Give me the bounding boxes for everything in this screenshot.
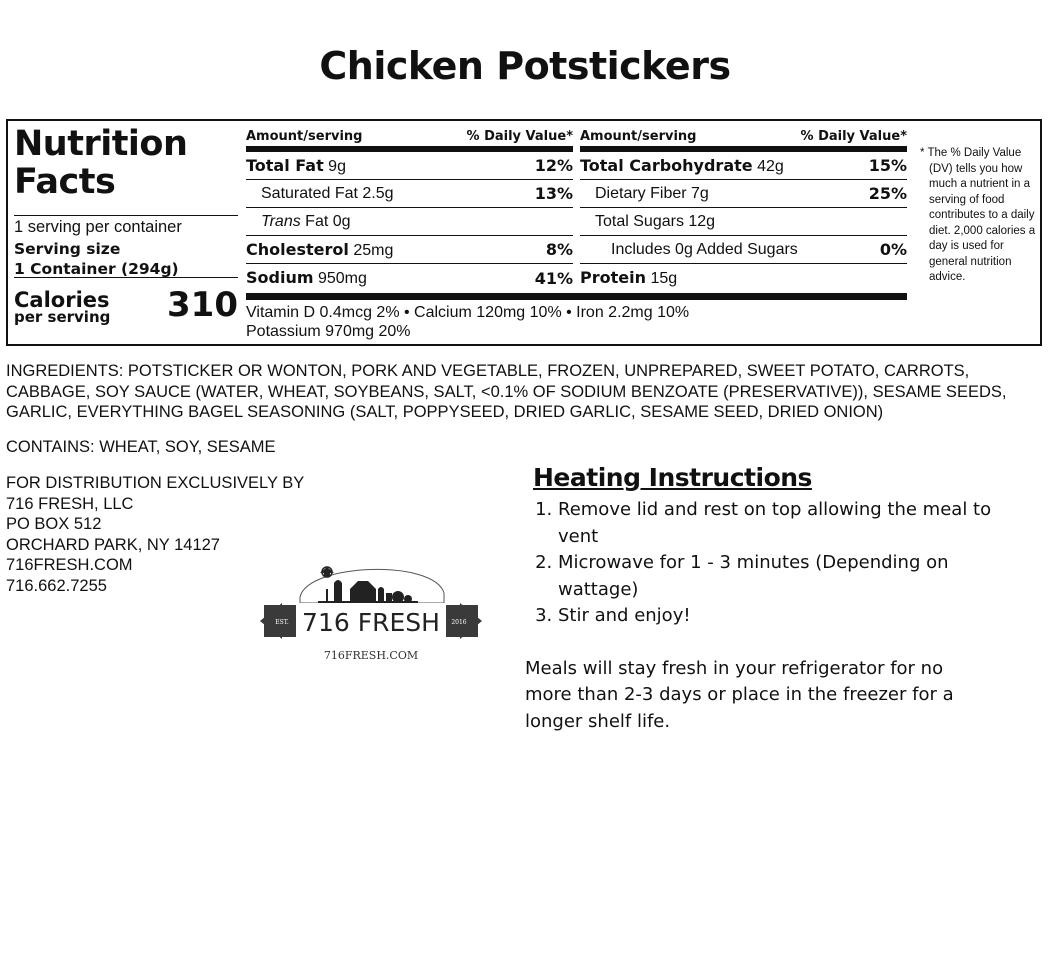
footnote-text: (DV) tells you how much a nutrient in a serving of food contributes to a daily diet. 2,000 calories a day is used for general nutrition advice.: [929, 162, 1036, 283]
nutrient-dv: 25%: [868, 184, 907, 203]
city-state-zip: ORCHARD PARK, NY 14127: [6, 535, 220, 554]
website: 716FRESH.COM: [6, 556, 133, 574]
amount-header: Amount/serving: [246, 129, 363, 144]
ingredients-text: INGREDIENTS: POTSTICKER OR WONTON, PORK AND VEGETABLE, FROZEN, UNPREPARED, SWEET POTATO, CARROTS, CABBAGE, SOY SAUCE (WATER, WHEAT, SOYBEANS, SALT, <0.1% OF SODIUM BENZOATE (PRESERVATIVE)), SESAME SEEDS, GARLIC, EVERYTHING BAGEL SEASONING (SALT, POPPYSEED, DRIED GARLIC, SESAME SEED, DRIED ONION): [6, 362, 1007, 421]
nutrient-row-total-carbohydrate: [580, 152, 907, 180]
nutrient-dv: 8%: [545, 240, 573, 259]
nutrient-label: Dietary Fiber 7g: [595, 184, 709, 202]
footnote-first-line: * The % Daily Value: [920, 147, 1022, 159]
nutrient-label-italic: Trans: [261, 212, 301, 230]
thick-rule: [246, 293, 907, 300]
nutrient-row-dietary-fiber: [580, 180, 907, 208]
nutrient-label: Fat 0g: [300, 212, 351, 230]
company-name: 716 FRESH, LLC: [6, 494, 134, 513]
heating-step: 1. Remove lid and rest on top allowing the meal to vent: [558, 497, 1003, 550]
servings-text: 1 serving per container: [14, 218, 182, 236]
calories-sub: per serving: [14, 308, 111, 326]
page-title: Chicken Potstickers: [319, 44, 731, 88]
nutrient-label: Protein: [580, 268, 646, 287]
calories-title: Calories: [14, 288, 110, 312]
nutrient-label: Sodium: [246, 268, 314, 287]
716-fresh-logo: [258, 553, 484, 665]
divider: [14, 277, 238, 278]
amount-header: Amount/serving: [580, 129, 697, 144]
servings-per-container: [14, 215, 238, 237]
calories-value: 310: [167, 285, 238, 325]
column-header: [246, 125, 573, 146]
nutrient-amount: 15g: [650, 270, 678, 287]
nutrient-dv: 41%: [534, 268, 573, 288]
nutrient-amount: 25mg: [353, 241, 394, 259]
nutrient-label: Total Sugars 12g: [595, 212, 716, 230]
nutrient-row-total-sugars: [580, 208, 907, 236]
column-header: [580, 125, 907, 146]
nutrient-column-left: [246, 125, 573, 292]
nutrient-row-protein: [580, 264, 907, 292]
nutrition-facts-left: [14, 124, 238, 326]
nutrient-row-sodium: [246, 264, 573, 292]
heating-instructions: [525, 459, 1025, 735]
nutrient-row-trans-fat: [246, 208, 573, 236]
logo-wordmark: 716 FRESH: [302, 608, 440, 637]
nutrient-dv: 12%: [534, 156, 573, 175]
heating-step: 3. Stir and enjoy!: [558, 603, 1003, 630]
po-box: PO BOX 512: [6, 515, 102, 533]
nutrient-dv: 15%: [868, 156, 907, 175]
logo-url: 716FRESH.COM: [323, 649, 419, 662]
nutrient-dv: 13%: [534, 184, 573, 203]
calories-label: [14, 290, 110, 325]
heating-steps: [525, 497, 1003, 630]
nutrition-facts-heading: [14, 125, 238, 201]
heating-title: Heating Instructions: [533, 463, 812, 492]
serving-size-value: 1 Container (294g): [14, 260, 179, 278]
serving-size: [14, 239, 179, 279]
nutrient-row-added-sugars: [580, 236, 907, 264]
allergen-contains: CONTAINS: WHEAT, SOY, SESAME: [6, 438, 276, 456]
logo-year: 2016: [451, 619, 467, 626]
vitamins-line-2: Potassium 970mg 20%: [246, 323, 411, 340]
nutrient-label: Includes 0g Added Sugars: [611, 240, 798, 258]
vitamins-line-1: Vitamin D 0.4mcg 2% • Calcium 120mg 10% • Iron 2.2mg 10%: [246, 304, 690, 321]
nutrient-label: Total Fat: [246, 155, 324, 175]
nutrient-amount: 42g: [757, 157, 784, 175]
dv-header: % Daily Value*: [800, 129, 907, 144]
nutrient-row-saturated-fat: [246, 180, 573, 208]
storage-note: Meals will stay fresh in your refrigerator for no more than 2-3 days or place in the freezer for a longer shelf life.: [525, 657, 954, 732]
nutrient-row-total-fat: [246, 152, 573, 180]
nutrient-label: Cholesterol: [246, 239, 349, 259]
nutrition-facts-panel: [6, 119, 1042, 346]
nutrient-label: Saturated Fat 2.5g: [261, 184, 394, 202]
heading-line-2: Facts: [14, 162, 116, 202]
divider: [14, 215, 238, 216]
phone: 716.662.7255: [6, 576, 107, 595]
nutrient-amount: 950mg: [317, 270, 367, 287]
nutrient-dv: 0%: [879, 240, 907, 259]
dv-header: % Daily Value*: [466, 129, 573, 144]
nutrient-label: Total Carbohydrate: [580, 155, 753, 175]
vitamins-minerals: [246, 303, 689, 341]
nutrient-column-right: [580, 125, 907, 292]
nutrient-row-cholesterol: [246, 236, 573, 264]
logo-est: EST.: [275, 619, 289, 626]
serving-size-label: Serving size: [14, 240, 121, 258]
distribution-line: FOR DISTRIBUTION EXCLUSIVELY BY: [6, 474, 305, 492]
heating-step: 2. Microwave for 1 - 3 minutes (Depending on wattage): [558, 550, 1003, 603]
dv-footnote: [920, 146, 1038, 286]
heading-line-1: Nutrition: [14, 124, 188, 164]
nutrient-amount: 9g: [328, 157, 346, 175]
